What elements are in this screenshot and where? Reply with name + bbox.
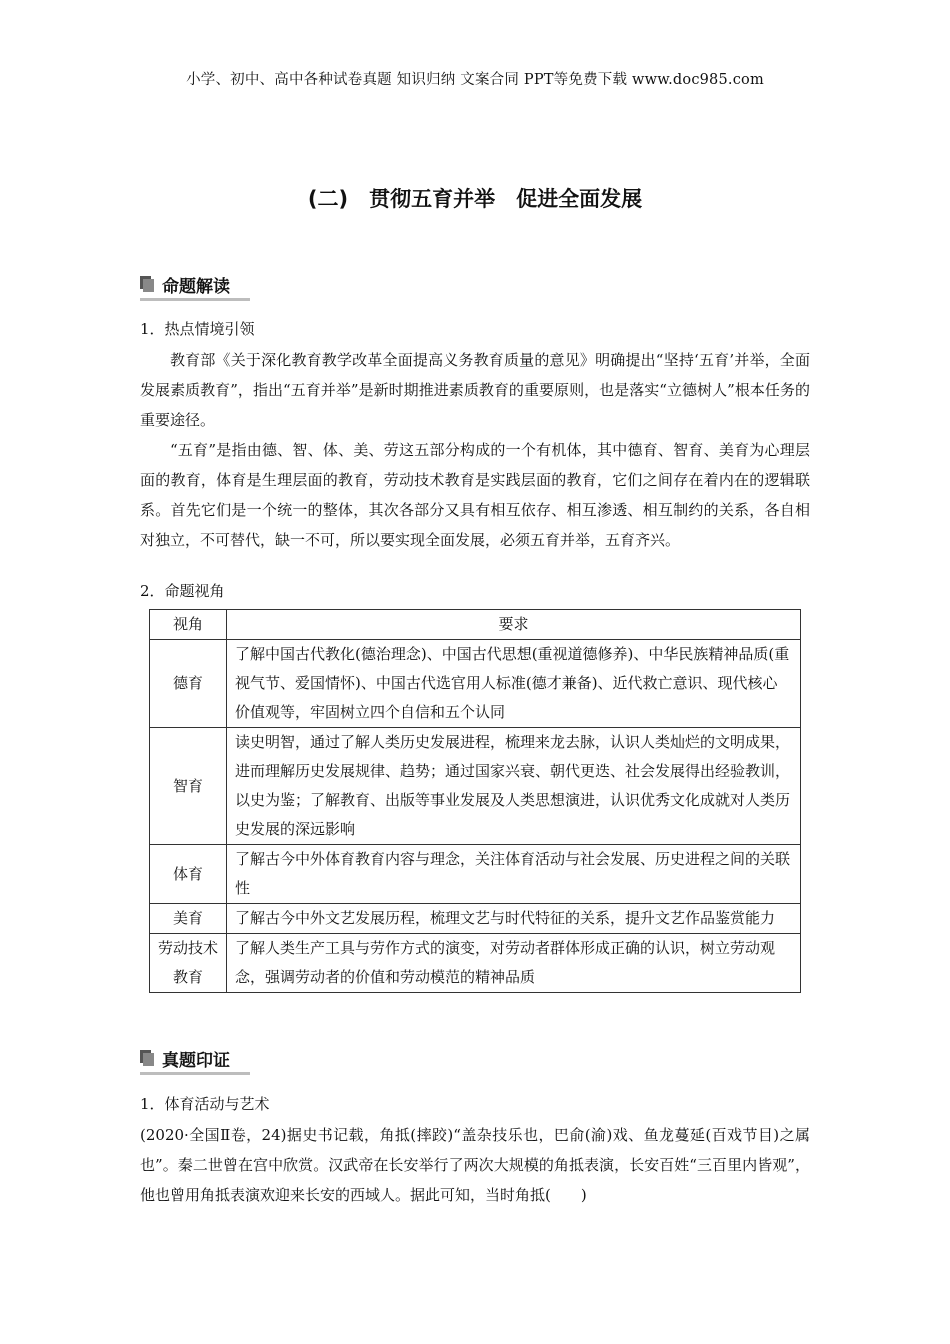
table-cell-requirement: 了解人类生产工具与劳作方式的演变，对劳动者群体形成正确的认识，树立劳动观念，强调劳动者的价值和劳动模范的精神品质 [227, 934, 801, 993]
table-row [150, 640, 801, 728]
table-cell-requirement: 了解中国古代教化(德治理念)、中国古代思想(重视道德修养)、中华民族精神品质(重视气节、爱国情怀)、中国古代选官用人标准(德才兼备)、近代救亡意识、现代核心价值观等，牢固树立四个自信和五个认同 [227, 640, 801, 728]
table-row [150, 904, 801, 934]
section-header-proof [140, 1044, 250, 1075]
page-title: (二) 贯彻五育并举 促进全面发展 [307, 187, 643, 211]
section-label: 真题印证 [162, 1050, 230, 1071]
table-row [150, 934, 801, 993]
perspective-table [149, 609, 801, 993]
paragraph-policy: 教育部《关于深化教育教学改革全面提高义务教育质量的意见》明确提出“坚持‘五育’并举，全面发展素质教育”，指出“五育并举”是新时期推进素质教育的重要原则，也是落实“立德树人”根本任务的重要途径。 [140, 351, 810, 429]
question-text: (2020·全国Ⅱ卷，24)据史书记载，角抵(摔跤)“盖杂技乐也，巴俞(渝)戏、鱼龙蔓延(百戏节目)之属也”。秦二世曾在宫中欣赏。汉武帝在长安举行了两次大规模的角抵表演，长安百姓“三百里内皆观”，他也曾用角抵表演欢迎来长安的西域人。据此可知，当时角抵( ) [140, 1126, 810, 1204]
section-label: 命题解读 [162, 276, 230, 297]
book-icon [140, 276, 154, 292]
table-cell-category: 体育 [150, 845, 227, 904]
subheading-sports-art: 1．体育活动与艺术 [140, 1095, 270, 1113]
book-icon [140, 1050, 154, 1066]
paragraph-five-education: “五育”是指由德、智、体、美、劳这五部分构成的一个有机体，其中德育、智育、美育为心理层面的教育，体育是生理层面的教育，劳动技术教育是实践层面的教育，它们之间存在着内在的逻辑联系。首先它们是一个统一的整体，其次各部分又具有相互依存、相互渗透、相互制约的关系，各自相对独立，不可替代，缺一不可，所以要实现全面发展，必须五育并举，五育齐兴。 [140, 441, 810, 549]
table-header-cell: 要求 [227, 610, 801, 640]
table-cell-category: 智育 [150, 728, 227, 845]
page-header: 小学、初中、高中各种试卷真题 知识归纳 文案合同 PPT等免费下载 www.doc985.com [186, 72, 764, 88]
section-header-reading [140, 270, 250, 301]
table-row [150, 728, 801, 845]
table-cell-category: 美育 [150, 904, 227, 934]
table-header-cell: 视角 [150, 610, 227, 640]
table-row [150, 845, 801, 904]
table-cell-requirement: 了解古今中外文艺发展历程，梳理文艺与时代特征的关系，提升文艺作品鉴赏能力 [227, 904, 801, 934]
table-header-row [150, 610, 801, 640]
table-cell-category: 德育 [150, 640, 227, 728]
table-cell-requirement: 读史明智，通过了解人类历史发展进程，梳理来龙去脉，认识人类灿烂的文明成果，进而理解历史发展规律、趋势；通过国家兴衰、朝代更迭、社会发展得出经验教训，以史为鉴；了解教育、出版等事业发展及人类思想演进，认识优秀文化成就对人类历史发展的深远影响 [227, 728, 801, 845]
table-cell-requirement: 了解古今中外体育教育内容与理念，关注体育活动与社会发展、历史进程之间的关联性 [227, 845, 801, 904]
table-cell-category: 劳动技术教育 [150, 934, 227, 993]
subheading-hot-context: 1．热点情境引领 [140, 320, 255, 338]
subheading-perspective: 2．命题视角 [140, 582, 225, 600]
